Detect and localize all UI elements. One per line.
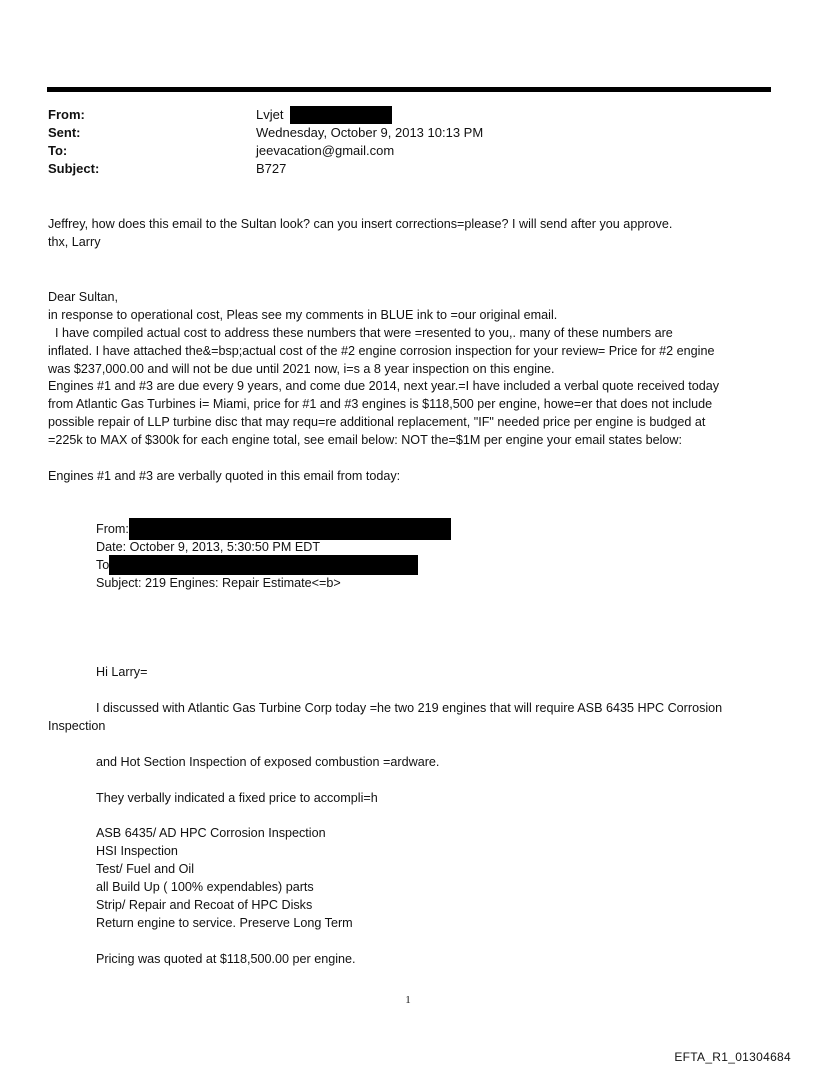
list-item: Strip/ Repair and Recoat of HPC Disks [96, 898, 313, 912]
fwd-to-label: To [96, 558, 110, 572]
letter-line: possible repair of LLP turbine disc that may requ=re additional replacement, "IF" needed price per engine is budged at [48, 415, 706, 429]
page-number: 1 [405, 994, 411, 1006]
from-name: Lvjet [256, 107, 284, 122]
list-item: HSI Inspection [96, 844, 178, 858]
sent-label: Sent: [48, 125, 81, 140]
redaction-box [109, 555, 418, 575]
letter-line: inflated. I have attached the&=bsp;actual cost of the #2 engine corrosion inspection for your review= Price for #2 engine [48, 344, 715, 358]
intro-line-1: Jeffrey, how does this email to the Sultan look? can you insert corrections=please? I will send after you approve. [48, 217, 673, 231]
intro-line-2: thx, Larry [48, 235, 101, 249]
body-greeting: Hi Larry= [96, 665, 148, 679]
body-para1-line1: I discussed with Atlantic Gas Turbine Corp today =he two 219 engines that will require ASB 6435 HPC Corrosion [96, 701, 723, 715]
pricing-line: Pricing was quoted at $118,500.00 per engine. [96, 952, 356, 966]
body-para1-line2: Inspection [48, 719, 106, 733]
fwd-to [96, 556, 418, 575]
letter-line: I have compiled actual cost to address these numbers that were =resented to you,. many of these numbers are [48, 326, 673, 340]
to-value: jeevacation@gmail.com [256, 143, 395, 158]
letter-greeting: Dear Sultan, [48, 290, 119, 304]
letter-line: Engines #1 and #3 are due every 9 years, and come due 2014, next year.=I have included a verbal quote received today [48, 379, 720, 393]
body-para3: They verbally indicated a fixed price to accompli=h [96, 791, 378, 805]
sent-value: Wednesday, October 9, 2013 10:13 PM [256, 125, 484, 140]
to-label: To: [48, 143, 68, 158]
quote-line: Engines #1 and #3 are verbally quoted in this email from today: [48, 469, 401, 483]
letter-line: from Atlantic Gas Turbines i= Miami, price for #1 and #3 engines is $118,500 per engine, howe=er that does not include [48, 397, 713, 411]
letter-line: in response to operational cost, Pleas see my comments in BLUE ink to =our original email. [48, 308, 558, 322]
list-item: ASB 6435/ AD HPC Corrosion Inspection [96, 826, 326, 840]
fwd-subject: Subject: 219 Engines: Repair Estimate<=b> [96, 576, 341, 590]
list-item: Return engine to service. Preserve Long Term [96, 916, 353, 930]
fwd-from [96, 520, 451, 540]
redaction-box [290, 106, 392, 124]
fwd-date: Date: October 9, 2013, 5:30:50 PM EDT [96, 540, 321, 554]
list-item: all Build Up ( 100% expendables) parts [96, 880, 314, 894]
body-para2: and Hot Section Inspection of exposed combustion =ardware. [96, 755, 440, 769]
letter-line: =225k to MAX of $300k for each engine total, see email below: NOT the=$1M per engine your email states below: [48, 433, 683, 447]
fwd-from-label: From: [96, 522, 129, 536]
subject-label: Subject: [48, 161, 100, 176]
redaction-box [129, 518, 451, 540]
letter-line: was $237,000.00 and will not be due until 2021 now, i=s a 8 year inspection on this engine. [48, 362, 555, 376]
from-label: From: [48, 107, 85, 122]
from-value [256, 106, 392, 124]
document-id: EFTA_R1_01304684 [674, 1050, 791, 1064]
list-item: Test/ Fuel and Oil [96, 862, 194, 876]
header-rule [47, 87, 771, 92]
subject-value: B727 [256, 161, 287, 176]
